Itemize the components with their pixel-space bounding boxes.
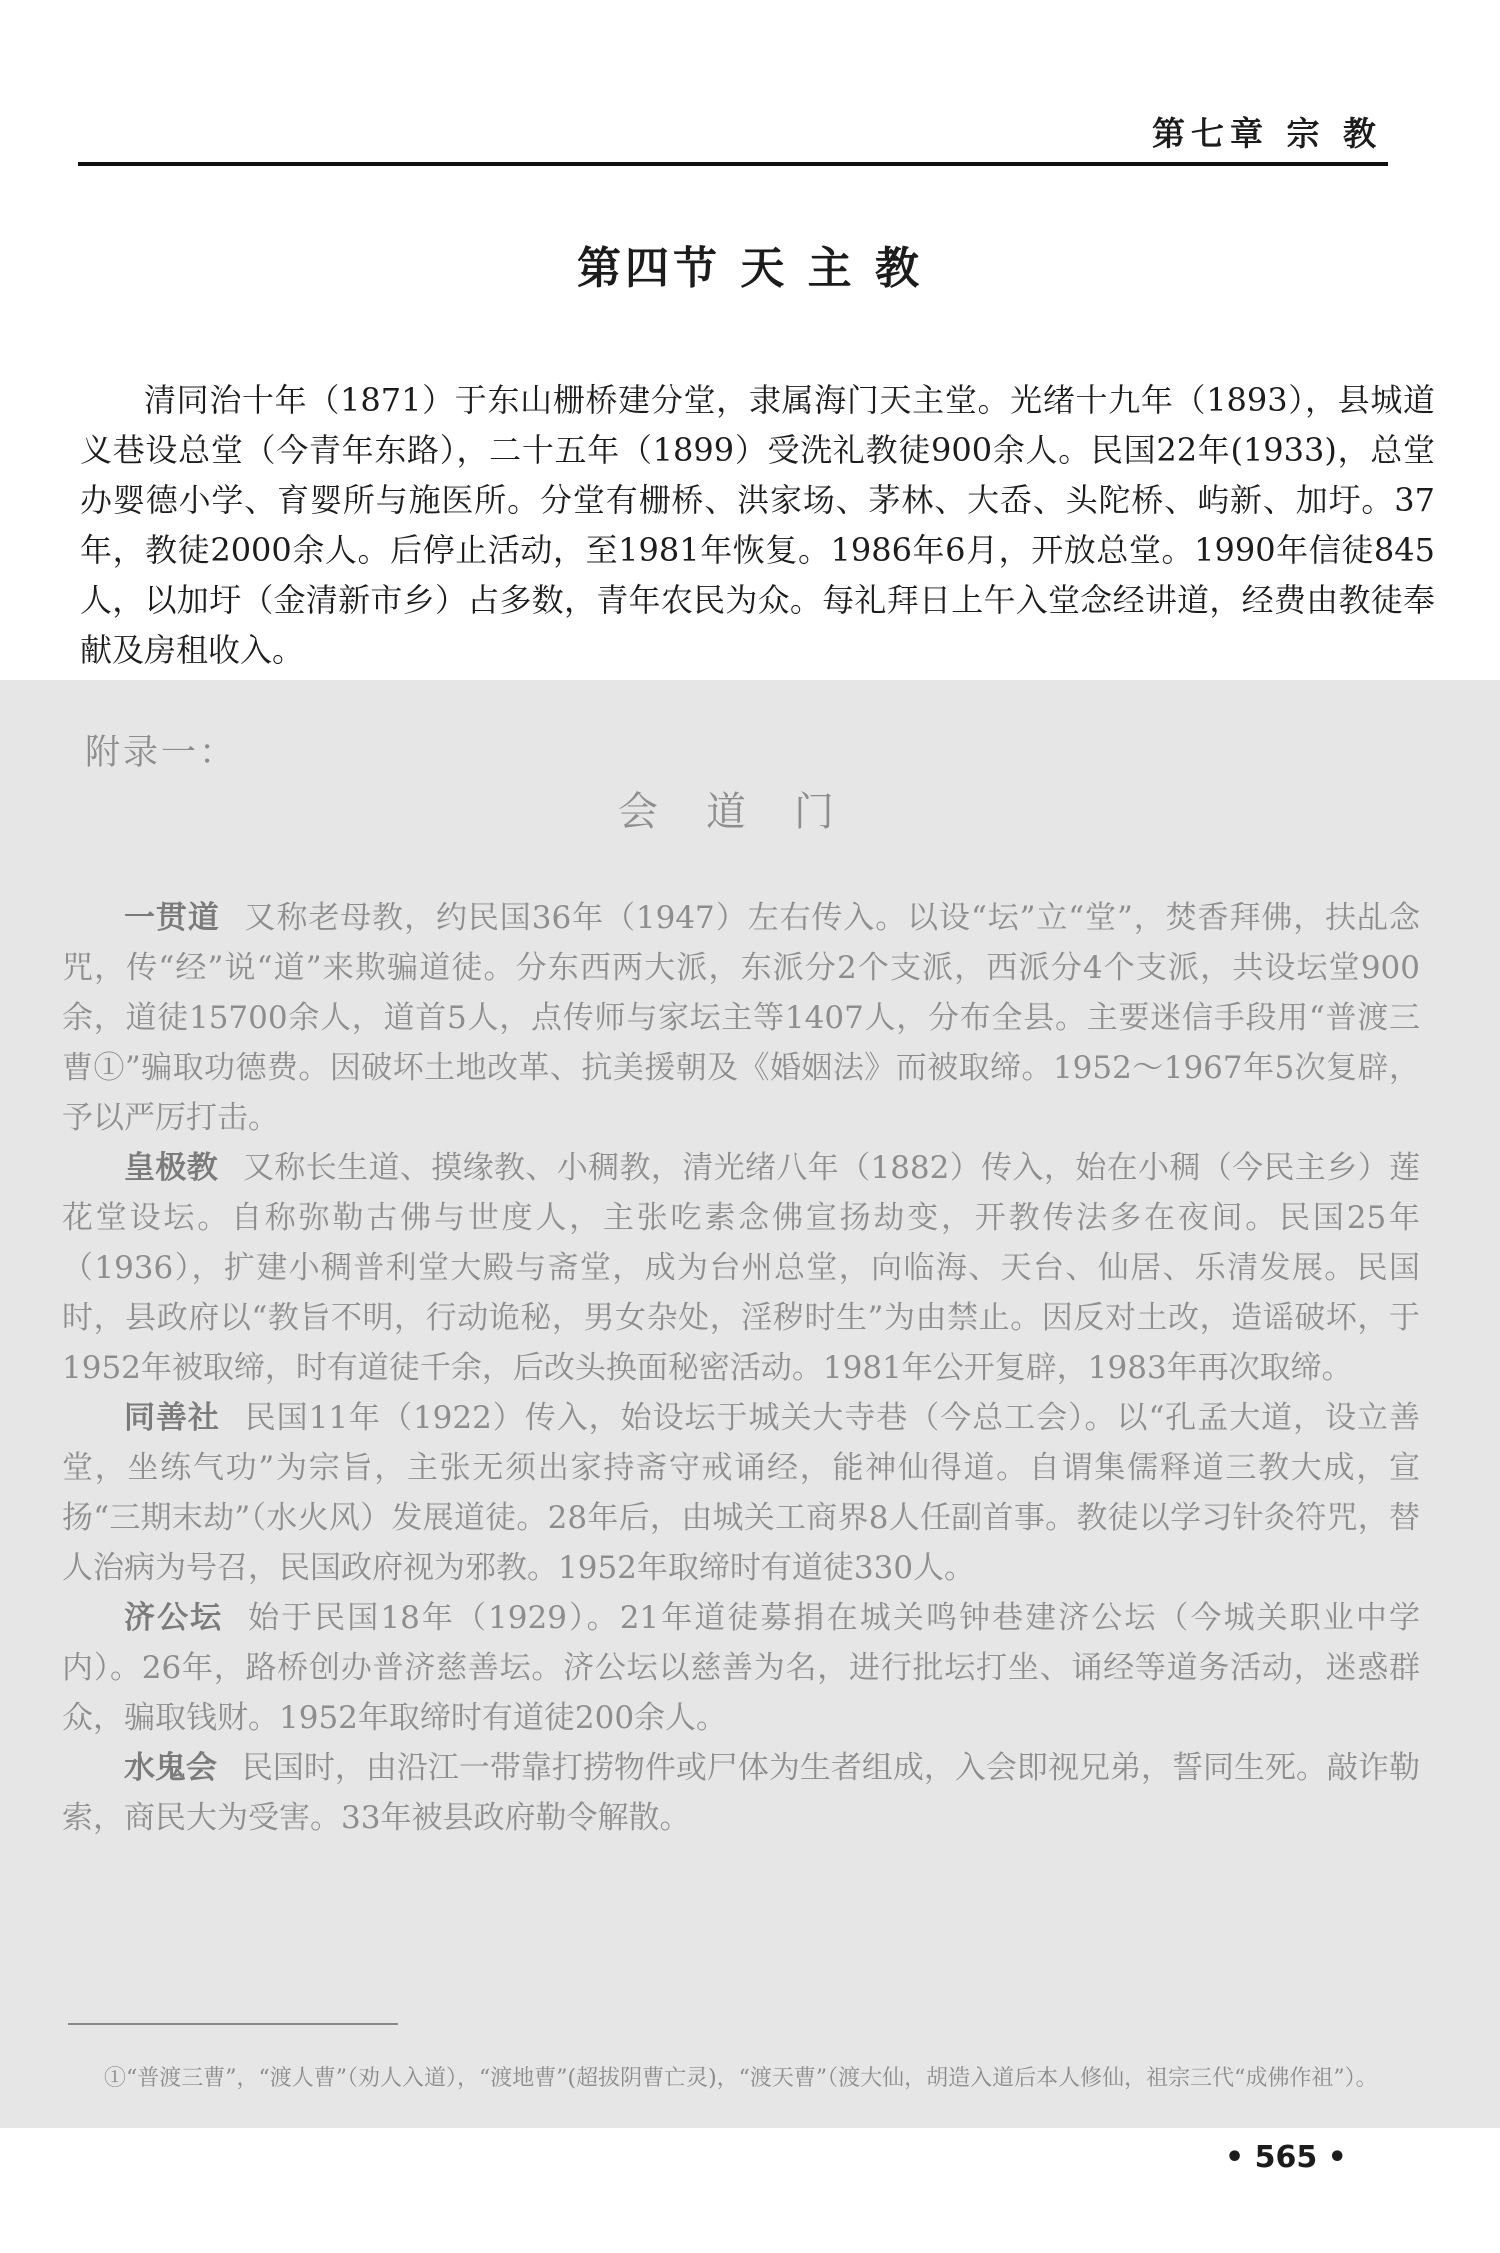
- appendix-title: 会道门: [618, 789, 882, 835]
- entry-text: 又称长生道、摸缘教、小稠教，清光绪八年（1882）传入，始在小稠（今民主乡）莲花堂设坛。自称弥勒古佛与世度人，主张吃素念佛宣扬劫变，开教传法多在夜间。民国25年（1936），扩建小稠普利堂大殿与斋堂，成为台州总堂，向临海、天台、仙居、乐清发展。民国时，县政府以“教旨不明，行动诡秘，男女杂处，淫秽时生”为由禁止。因反对土改，造谣破坏，于1952年被取缔，时有道徒千余，后改头换面秘密活动。1981年公开复辟，1983年再次取缔。: [62, 1150, 1421, 1386]
- entry-text: 始于民国18年（1929）。21年道徒募捐在城关鸣钟巷建济公坛（今城关职业中学内）。26年，路桥创办普济慈善坛。济公坛以慈善为名，进行批坛打坐、诵经等道务活动，迷惑群众，骗取钱财。1952年取缔时有道徒200余人。: [62, 1600, 1420, 1736]
- appendix-label: 附录一：: [85, 733, 238, 773]
- section-paragraph: 清同治十年（1871）于东山栅桥建分堂，隶属海门天主堂。光绪十九年（1893），县城道义巷设总堂（今青年东路），二十五年（1899）受洗礼教徒900余人。民国22年(1933)，总堂办婴德小学、育婴所与施医所。分堂有栅桥、洪家场、茅林、大岙、头陀桥、屿新、加圩。37年，教徒2000余人。后停止活动，至1981年恢复。1986年6月，开放总堂。1990年信徒845人，以加圩（金清新市乡）占多数，青年农民为众。每礼拜日上午入堂念经讲道，经费由教徒奉献及房租收入。: [80, 381, 1435, 669]
- entry-yiguandao: [62, 893, 1420, 1143]
- entry-term: 水鬼会: [124, 1750, 218, 1786]
- running-head: 第七章 宗 教: [1152, 114, 1382, 153]
- entry-tongshanshe: [62, 1393, 1420, 1593]
- entry-term: 一贯道: [124, 900, 220, 936]
- entry-text: 民国11年（1922）传入，始设坛于城关大寺巷（今总工会）。以“孔孟大道，设立善堂，坐练气功”为宗旨，主张无须出家持斋守戒诵经，能神仙得道。自谓集儒释道三教大成，宣扬“三期末劫”（水火风）发展道徒。28年后，由城关工商界8人任副首事。教徒以学习针灸符咒，替人治病为号召，民国政府视为邪教。1952年取缔时有道徒330人。: [62, 1400, 1421, 1586]
- footnote-rule: [68, 2023, 398, 2025]
- appendix-entries: [62, 893, 1420, 1843]
- section-title: 第四节 天 主 教: [577, 243, 923, 294]
- page-number: • 565 •: [1225, 2140, 1347, 2175]
- entry-term: 同善社: [124, 1400, 220, 1436]
- appendix-block: [0, 680, 1500, 2128]
- entry-term: 皇极教: [124, 1150, 219, 1186]
- entry-text: 民国时，由沿江一带靠打捞物件或尸体为生者组成，入会即视兄弟，誓同生死。敲诈勒索，商民大为受害。33年被县政府勒令解散。: [62, 1750, 1420, 1836]
- entry-shuiguihui: [62, 1743, 1420, 1843]
- footnote: ①“普渡三曹”，“渡人曹”（劝人入道），“渡地曹”(超拔阴曹亡灵)，“渡天曹”（渡大仙，胡造入道后本人修仙，祖宗三代“成佛作祖”）。: [104, 2066, 1378, 2091]
- entry-jigongtan: [62, 1593, 1420, 1743]
- entry-term: 济公坛: [124, 1600, 224, 1636]
- entry-text: 又称老母教，约民国36年（1947）左右传入。以设“坛”立“堂”，焚香拜佛，扶乩念咒，传“经”说“道”来欺骗道徒。分东西两大派，东派分2个支派，西派分4个支派，共设坛堂900余，道徒15700余人，道首5人，点传师与家坛主等1407人，分布全县。主要迷信手段用“普渡三曹①”骗取功德费。因破坏土地改革、抗美援朝及《婚姻法》而被取缔。1952～1967年5次复辟，予以严厉打击。: [62, 900, 1420, 1136]
- entry-huangjijiao: [62, 1143, 1420, 1393]
- header-rule: [78, 162, 1388, 166]
